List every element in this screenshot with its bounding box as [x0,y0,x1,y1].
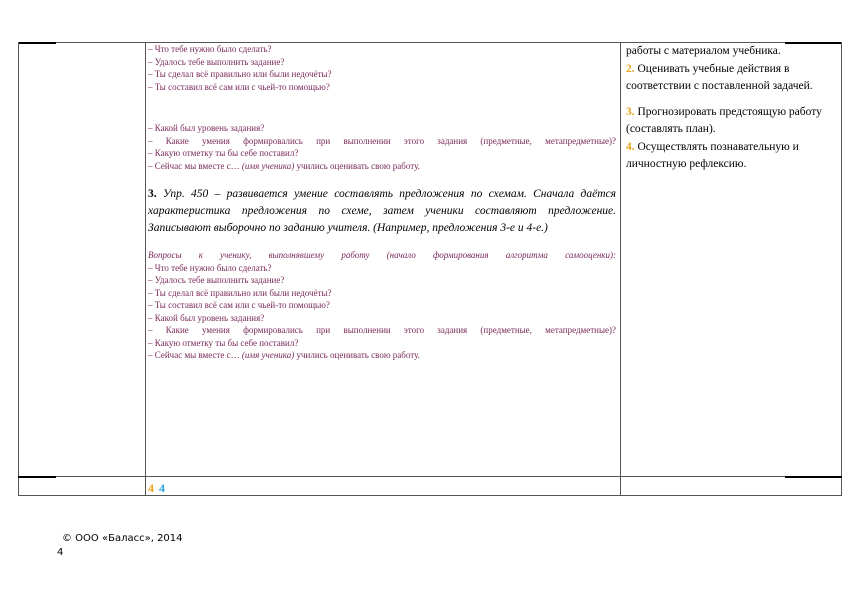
row-number-b: 4 [159,481,165,495]
task-number: 3. [148,188,157,200]
question-line: – Удалось тебе выполнить задание? [148,275,285,285]
question-line: – Сейчас мы вместе с… (имя ученика) учились оценивать свою работу. [148,160,420,171]
question-line: – Какой был уровень задания? [148,312,265,323]
item-number: 4. [626,140,635,153]
item-number: 3. [626,105,635,118]
question-line: – Какую отметку ты бы себе поставил? [148,337,299,348]
task-description: 3. Упр. 450 – развивается умение составлять предложения по схемам. Сначала даётся характеристика предложения по схеме, затем ученики составляют предложение. Записывают выборочно по заданию учителя. (Например, предложения 3-е и 4-е.) [148,188,616,234]
outcome-item-2: 2. Оценивать учебные действия в соответствии с поставленной задачей. [626,62,813,92]
table-bottom-border [18,495,842,496]
copyright-notice: © ООО «Баласс», 2014 [62,533,183,544]
table-col-divider-1 [145,42,146,496]
question-line: – Ты составил всё сам или с чьей-то помощью? [148,300,330,310]
question-line: – Ты сделал всё правильно или были недочёты? [148,287,332,298]
outcome-item-3: 3. Прогнозировать предстоящую работу (составлять план). [626,105,822,135]
table-col-divider-2 [620,42,621,496]
question-line: – Что тебе нужно было сделать? [148,44,272,54]
question-line: – Какой был уровень задания? [148,123,265,133]
outcome-item-4: 4. Осуществлять познавательную и личностную рефлексию. [626,140,799,170]
lesson-content-cell [148,43,616,362]
table-top-border-left [18,42,56,44]
row-numbers [148,481,165,496]
row-number-a: 4 [148,481,154,495]
question-line: – Сейчас мы вместе с… (имя ученика) учились оценивать свою работу. [148,350,420,360]
outcome-continuation: работы с материалом учебника. [626,45,781,57]
table-row-divider-left [18,476,56,478]
question-line: – Какие умения формировались при выполнении этого задания (предметные, метапредметные)? [148,325,616,335]
questions-heading: Вопросы к ученику, выполнявшему работу (начало формирования алгоритма самооценки): [148,250,616,260]
learning-outcomes-cell [626,43,832,174]
student-name-placeholder: (имя ученика) [241,350,295,360]
question-line: – Ты сделал всё правильно или были недочёты? [148,69,332,79]
item-number: 2. [626,62,635,75]
table-row-divider [56,476,785,477]
student-name-placeholder: (имя ученика) [241,160,295,171]
question-line: – Какие умения формировались при выполнении этого задания (предметные, метапредметные)? [148,135,616,146]
question-line: – Удалось тебе выполнить задание? [148,56,285,67]
question-line: – Что тебе нужно было сделать? [148,262,272,273]
page-number: 4 [57,547,64,558]
question-line: – Ты составил всё сам или с чьей-то помощью? [148,81,330,92]
table-left-border [18,42,19,496]
spacer [148,93,616,117]
question-line: – Какую отметку ты бы себе поставил? [148,148,299,158]
table-row-divider-right [785,476,842,478]
